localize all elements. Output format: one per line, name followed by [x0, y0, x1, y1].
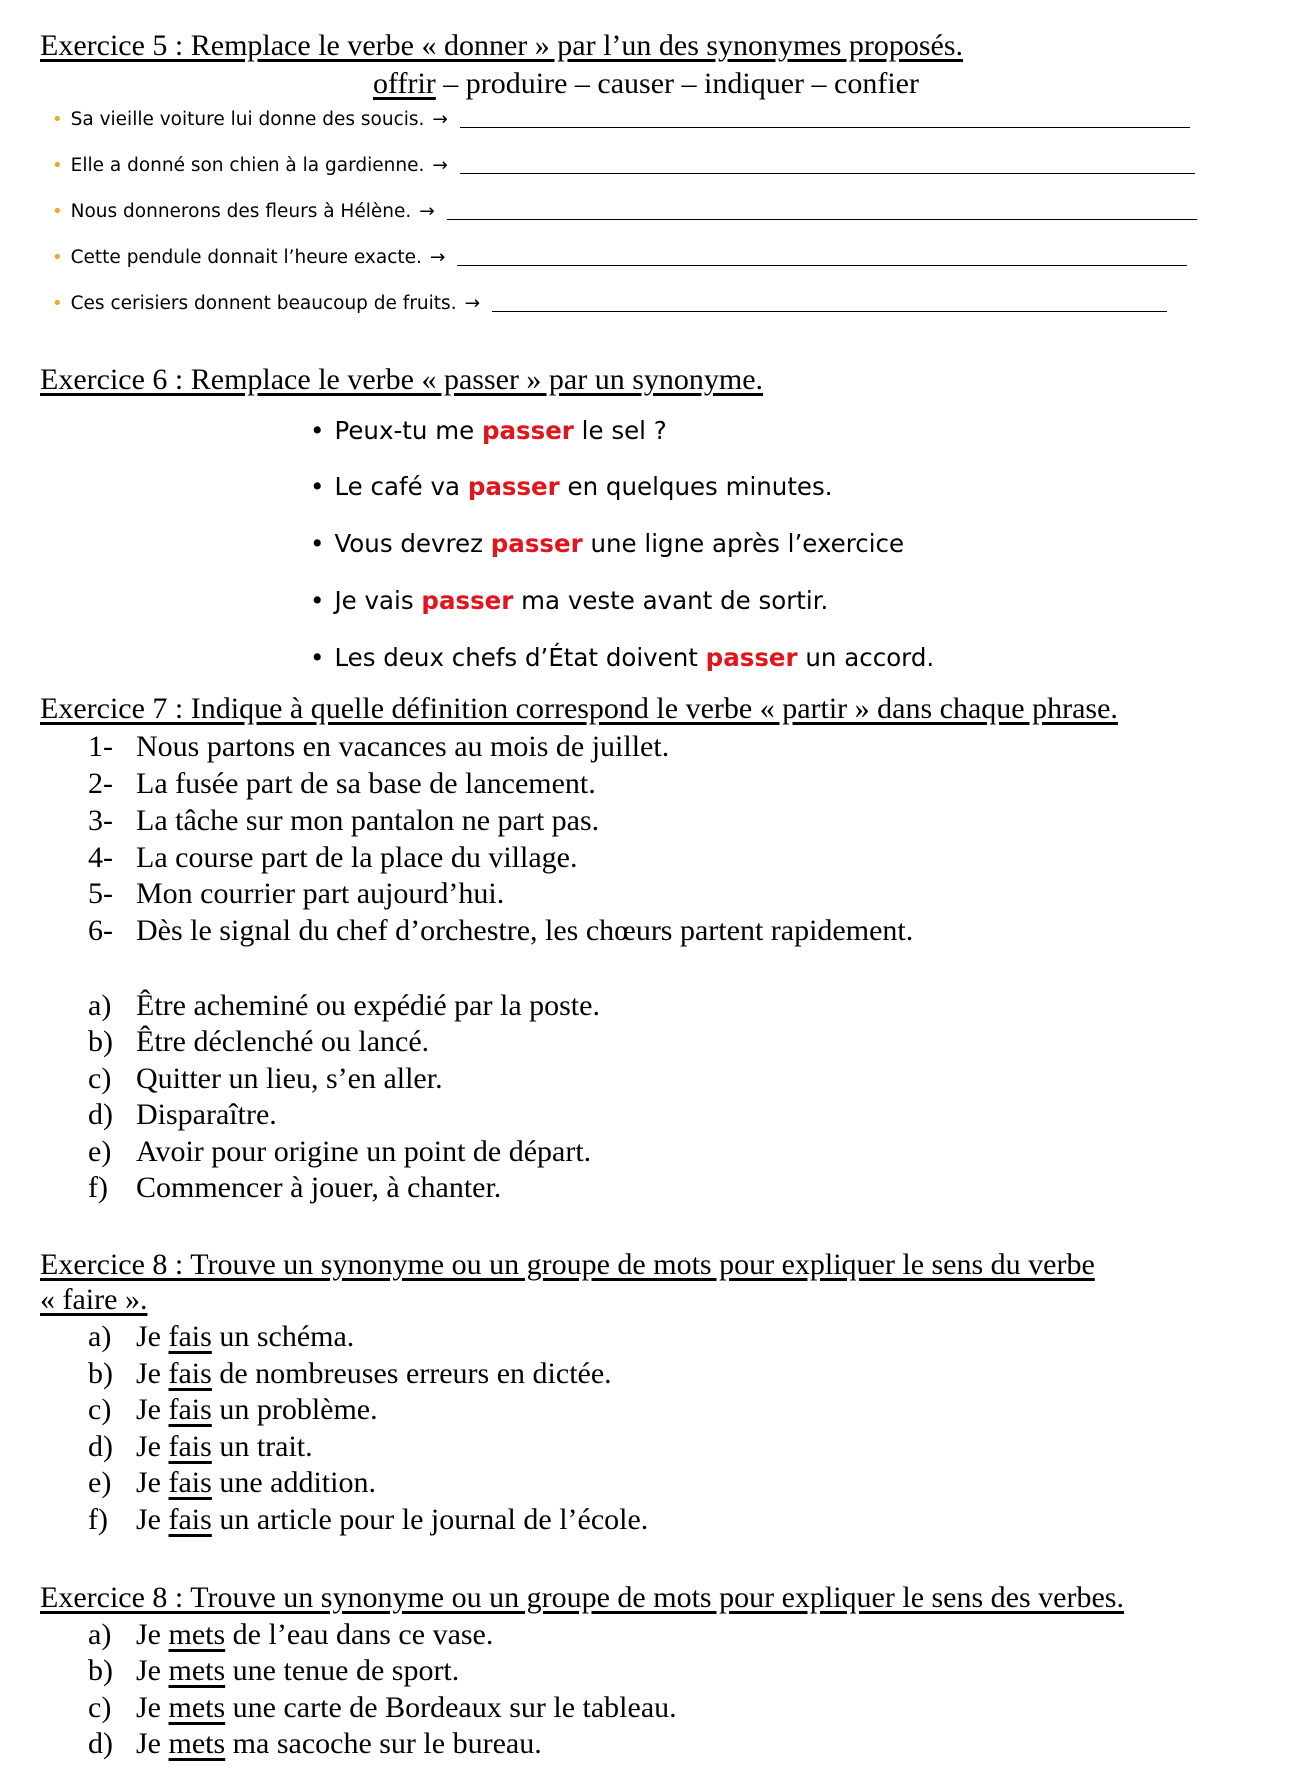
bullet-icon: • — [310, 643, 325, 672]
underlined-verb: mets — [168, 1618, 226, 1651]
bullet-icon: • — [310, 416, 325, 445]
definition-item: f) Commencer à jouer, à chanter. — [88, 1171, 502, 1204]
exercise-5-title: Exercice 5 : Remplace le verbe « donner » par l’un des synonymes proposés. — [40, 29, 964, 62]
arrow-icon: → — [429, 247, 446, 268]
ex5-sentence: Nous donnerons des fleurs à Hélène. — [70, 201, 412, 222]
exercise-8-second-title: Exercice 8 : Trouve un synonyme ou un groupe de mots pour expliquer le sens des verbes. — [40, 1581, 1124, 1614]
highlighted-verb: passer — [467, 472, 560, 501]
list-item: c) Je mets une carte de Bordeaux sur le tableau. — [88, 1691, 677, 1724]
ex6-sentence: • Les deux chefs d’État doivent passer un accord. — [310, 643, 935, 672]
definition-item: b) Être déclenché ou lancé. — [88, 1025, 430, 1058]
answer-line[interactable] — [460, 172, 1195, 174]
underlined-verb: fais — [168, 1430, 212, 1463]
bullet-icon: • — [52, 293, 63, 314]
highlighted-verb: passer — [705, 643, 798, 672]
ex5-sentence-row — [52, 104, 1190, 136]
definition-item: e) Avoir pour origine un point de départ. — [88, 1135, 592, 1168]
definition-item: d) Disparaître. — [88, 1098, 277, 1131]
exercise-8-title: Exercice 8 : Trouve un synonyme ou un groupe de mots pour expliquer le sens du verbe — [40, 1248, 1095, 1281]
answer-line[interactable] — [460, 126, 1190, 128]
underlined-verb: fais — [168, 1393, 212, 1426]
list-item: 2- La fusée part de sa base de lancement. — [88, 767, 596, 800]
ex5-sentence: Cette pendule donnait l’heure exacte. — [70, 247, 422, 268]
arrow-icon: → — [419, 201, 435, 222]
list-item: a) Je fais un schéma. — [88, 1320, 355, 1353]
list-item: 5- Mon courrier part aujourd’hui. — [88, 877, 505, 910]
ex5-sentence-row — [52, 288, 1167, 320]
ex6-sentence: • Je vais passer ma veste avant de sortir. — [310, 586, 829, 615]
exercise-8-title-continued: « faire ». — [40, 1283, 148, 1316]
ex5-sentence: Ces cerisiers donnent beaucoup de fruits. — [70, 293, 457, 314]
exercise-7-title: Exercice 7 : Indique à quelle définition correspond le verbe « partir » dans chaque phrase. — [40, 692, 1118, 725]
ex5-sentence-row — [52, 242, 1187, 274]
bullet-icon: • — [52, 155, 63, 176]
synonym-others: – produire – causer – indiquer – confier — [435, 67, 919, 100]
ex6-sentence: • Le café va passer en quelques minutes. — [310, 472, 833, 501]
underlined-verb: fais — [168, 1466, 212, 1499]
arrow-icon: → — [464, 293, 481, 314]
list-item: 4- La course part de la place du village. — [88, 841, 578, 874]
underlined-verb: fais — [168, 1357, 212, 1390]
highlighted-verb: passer — [481, 416, 574, 445]
list-item: d) Je mets ma sacoche sur le bureau. — [88, 1727, 542, 1760]
list-item: f) Je fais un article pour le journal de l’école. — [88, 1503, 649, 1536]
ex5-sentence: Elle a donné son chien à la gardienne. — [70, 155, 425, 176]
answer-line[interactable] — [447, 218, 1197, 220]
bullet-icon: • — [52, 201, 63, 222]
underlined-verb: mets — [168, 1654, 226, 1687]
definition-item: c) Quitter un lieu, s’en aller. — [88, 1062, 443, 1095]
underlined-verb: fais — [168, 1320, 212, 1353]
ex6-sentence: • Peux-tu me passer le sel ? — [310, 416, 667, 445]
list-item: d) Je fais un trait. — [88, 1430, 313, 1463]
bullet-icon: • — [52, 247, 63, 268]
highlighted-verb: passer — [490, 529, 583, 558]
list-item: 6- Dès le signal du chef d’orchestre, les chœurs partent rapidement. — [88, 914, 914, 947]
bullet-icon: • — [52, 109, 63, 130]
arrow-icon: → — [432, 155, 448, 176]
list-item: b) Je mets une tenue de sport. — [88, 1654, 460, 1687]
underlined-verb: mets — [168, 1691, 226, 1724]
ex5-sentence-row — [52, 150, 1195, 182]
highlighted-verb: passer — [421, 586, 514, 615]
list-item: 3- La tâche sur mon pantalon ne part pas. — [88, 804, 600, 837]
synonym-list — [0, 66, 1292, 102]
synonym-offrir: offrir — [373, 67, 436, 100]
bullet-icon: • — [310, 586, 325, 615]
underlined-verb: fais — [168, 1503, 212, 1536]
underlined-verb: mets — [168, 1727, 226, 1760]
bullet-icon: • — [310, 472, 325, 501]
answer-line[interactable] — [492, 310, 1167, 312]
list-item: b) Je fais de nombreuses erreurs en dictée. — [88, 1357, 612, 1390]
ex5-sentence: Sa vieille voiture lui donne des soucis. — [70, 109, 425, 130]
ex6-sentence: • Vous devrez passer une ligne après l’exercice — [310, 529, 905, 558]
arrow-icon: → — [432, 109, 448, 130]
definition-item: a) Être acheminé ou expédié par la poste. — [88, 989, 600, 1022]
list-item: a) Je mets de l’eau dans ce vase. — [88, 1618, 494, 1651]
answer-line[interactable] — [457, 264, 1187, 266]
ex5-sentence-row — [52, 196, 1197, 228]
bullet-icon: • — [310, 529, 325, 558]
list-item: 1- Nous partons en vacances au mois de juillet. — [88, 730, 670, 763]
list-item: c) Je fais un problème. — [88, 1393, 378, 1426]
list-item: e) Je fais une addition. — [88, 1466, 376, 1499]
exercise-6-title: Exercice 6 : Remplace le verbe « passer » par un synonyme. — [40, 363, 764, 396]
